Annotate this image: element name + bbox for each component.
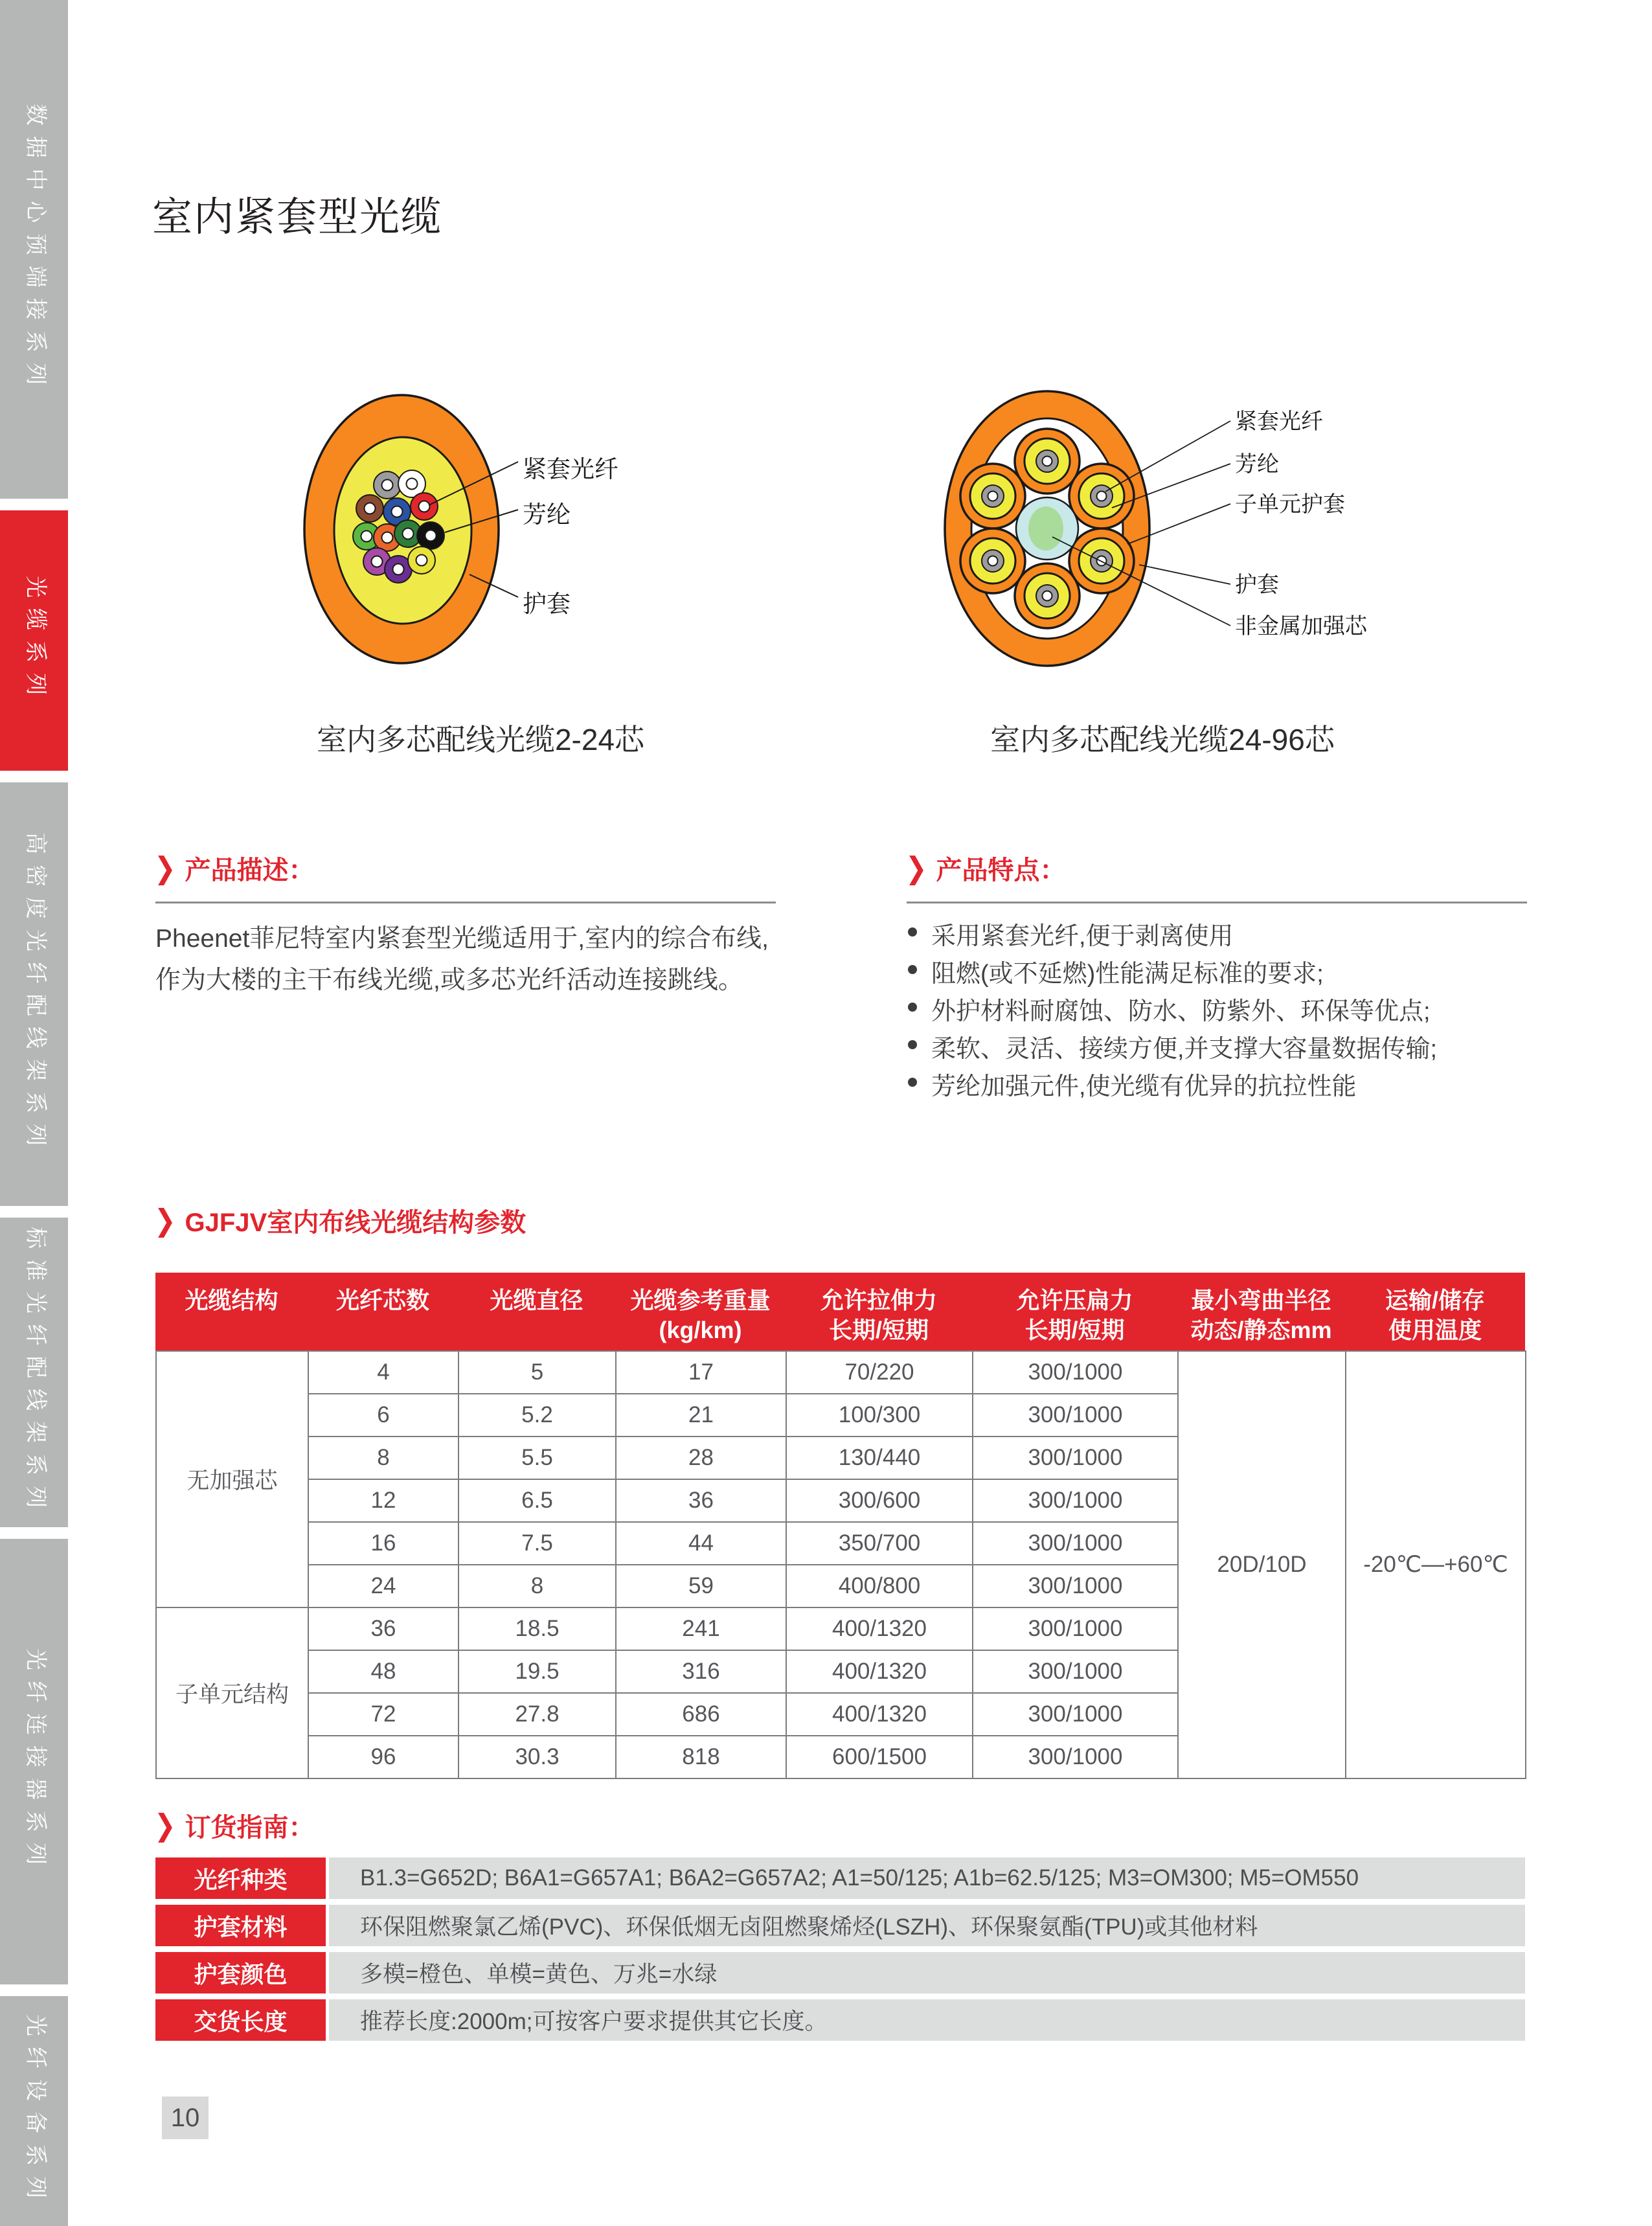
feature-list <box>907 916 1437 1104</box>
subunit <box>1069 464 1134 528</box>
sidebar-item-connector <box>0 1539 68 1984</box>
table-cell: 300/1000 <box>973 1736 1178 1778</box>
table-cell: 350/700 <box>786 1522 973 1565</box>
feature-item: 芳纶加强元件,使光缆有优异的抗拉性能 <box>907 1066 1437 1104</box>
table-cell: 7.5 <box>458 1522 616 1565</box>
diagram-caption-right: 室内多芯配线光缆24-96芯 <box>990 723 1335 756</box>
table-cell: 241 <box>616 1607 786 1650</box>
description-heading: ❯ 产品描述： <box>154 852 315 885</box>
table-cell: 36 <box>308 1607 458 1650</box>
section-chevron-icon: ❯ <box>154 1204 176 1237</box>
sidebar-item-cable-active <box>0 510 68 771</box>
table-cell: 19.5 <box>458 1650 616 1693</box>
diagram-label-tight-fiber: 紧套光纤 <box>523 456 618 483</box>
table-cell: 5 <box>458 1351 616 1394</box>
parameter-table <box>155 1350 1526 1779</box>
table-cell: 8 <box>458 1565 616 1607</box>
table-cell: 400/1320 <box>786 1650 973 1693</box>
table-cell: 30.3 <box>458 1736 616 1778</box>
ordering-row-label: 护套颜色 <box>155 1952 326 1993</box>
sidebar-item-label: 标准光纤配线架系列 <box>23 1227 48 1518</box>
feature-item: 柔软、灵活、接续方便,并支撑大容量数据传输; <box>907 1028 1437 1066</box>
description-line-1: Pheenet菲尼特室内紧套型光缆适用于,室内的综合布线, <box>155 925 769 953</box>
table-cell: 16 <box>308 1522 458 1565</box>
cable-diagram-24-96 <box>936 383 1376 675</box>
table-cell: 300/1000 <box>973 1394 1178 1437</box>
table-cell: 4 <box>308 1351 458 1394</box>
bullet-icon <box>908 1040 917 1049</box>
table-cell: 400/800 <box>786 1565 973 1607</box>
table-cell: 686 <box>616 1693 786 1736</box>
ordering-row-label: 光纤种类 <box>155 1857 326 1899</box>
feature-item: 采用紧套光纤,便于剥离使用 <box>907 916 1437 953</box>
table-cell: 18.5 <box>458 1607 616 1650</box>
ordering-row-value: 推荐长度:2000m;可按客户要求提供其它长度。 <box>329 1999 1525 2041</box>
table-cell: 818 <box>616 1736 786 1778</box>
table-cell: 100/300 <box>786 1394 973 1437</box>
diagram-caption-left: 室内多芯配线光缆2-24芯 <box>316 723 645 756</box>
table-header-cell: 最小弯曲半径 动态/静态mm <box>1190 1287 1332 1343</box>
ordering-heading: ❯ 订货指南： <box>154 1809 315 1842</box>
fiber-black <box>417 522 444 549</box>
table-cell: 12 <box>308 1479 458 1522</box>
sidebar-item-standard-panel <box>0 1218 68 1527</box>
table-cell: 300/1000 <box>973 1565 1178 1607</box>
bullet-icon <box>908 1078 917 1087</box>
table-group-label: 子单元结构 <box>156 1607 308 1778</box>
section-chevron-icon: ❯ <box>905 852 927 885</box>
section-divider <box>907 902 1527 903</box>
table-cell: 300/1000 <box>973 1650 1178 1693</box>
diagram-label-strength-member: 非金属加强芯 <box>1235 614 1367 639</box>
bullet-icon <box>908 927 917 937</box>
table-cell: 300/1000 <box>973 1522 1178 1565</box>
strength-member <box>1016 497 1078 560</box>
table-header-cell: 光缆直径 <box>490 1287 583 1313</box>
table-cell: 5.5 <box>458 1437 616 1479</box>
table-cell: 300/1000 <box>973 1437 1178 1479</box>
table-cell: 21 <box>616 1394 786 1437</box>
cable-diagram-2-24 <box>295 389 644 670</box>
diagram-label-tight-fiber: 紧套光纤 <box>1235 409 1323 434</box>
ordering-row-value: 多模=橙色、单模=黄色、万兆=水绿 <box>329 1952 1525 1993</box>
bullet-icon <box>908 965 917 974</box>
sidebar-item-label: 光缆系列 <box>23 576 48 705</box>
diagram-label-jacket: 护套 <box>1235 573 1279 597</box>
sidebar-item-label: 光纤连接器系列 <box>23 1648 48 1875</box>
ordering-row-value: B1.3=G652D; B6A1=G657A1; B6A2=G657A2; A1=50/125; A1b=62.5/125; M3=OM300; M5=OM550 <box>329 1857 1525 1899</box>
table-header-cell: 允许压扁力 长期/短期 <box>1016 1287 1133 1343</box>
diagram-label-aramid: 芳纶 <box>1235 452 1279 477</box>
subunit <box>960 464 1025 528</box>
table-header-cell: 光缆参考重量 (kg/km) <box>630 1287 771 1343</box>
diagram-label-jacket: 护套 <box>523 591 571 617</box>
sidebar-item-label: 光纤设备系列 <box>23 2014 48 2209</box>
table-cell-bend-radius: 20D/10D <box>1178 1351 1346 1778</box>
table-header <box>155 1273 1525 1350</box>
features-heading: ❯ 产品特点： <box>905 852 1066 885</box>
sidebar-item-equipment <box>0 1996 68 2226</box>
table-cell: 300/600 <box>786 1479 973 1522</box>
table-cell: 96 <box>308 1736 458 1778</box>
page-title: 室内紧套型光缆 <box>152 195 443 240</box>
bullet-icon <box>908 1003 917 1012</box>
table-header-cell: 光纤芯数 <box>335 1287 429 1313</box>
subunit <box>1015 429 1080 494</box>
table-header-cell: 运输/储存 使用温度 <box>1385 1287 1485 1343</box>
table-cell: 24 <box>308 1565 458 1607</box>
table-cell: 17 <box>616 1351 786 1394</box>
ordering-row <box>155 1857 1525 1899</box>
table-cell: 27.8 <box>458 1693 616 1736</box>
table-cell: 316 <box>616 1650 786 1693</box>
table-cell: 400/1320 <box>786 1693 973 1736</box>
table-header-cell: 光缆结构 <box>185 1287 278 1313</box>
table-heading: ❯ GJFJV室内布线光缆结构参数 <box>154 1204 526 1237</box>
table-cell: 300/1000 <box>973 1693 1178 1736</box>
description-line-2: 作为大楼的主干布线光缆,或多芯光纤活动连接跳线。 <box>155 966 743 994</box>
table-cell: 300/1000 <box>973 1607 1178 1650</box>
fiber-red <box>411 493 438 520</box>
table-cell: 6 <box>308 1394 458 1437</box>
ordering-row <box>155 1952 1525 1993</box>
table-cell: 5.2 <box>458 1394 616 1437</box>
table-cell: 400/1320 <box>786 1607 973 1650</box>
table-cell: 72 <box>308 1693 458 1736</box>
table-cell: 59 <box>616 1565 786 1607</box>
subunit <box>1015 563 1080 628</box>
table-cell: 36 <box>616 1479 786 1522</box>
table-group-label: 无加强芯 <box>156 1351 308 1607</box>
table-cell: 70/220 <box>786 1351 973 1394</box>
sidebar-item-label: 高密度光纤配线架系列 <box>23 832 48 1156</box>
fiber-yellow <box>408 547 435 574</box>
section-chevron-icon: ❯ <box>154 1809 176 1842</box>
table-cell: 48 <box>308 1650 458 1693</box>
sidebar-item-label: 数据中心预端接系列 <box>23 104 48 395</box>
table-cell-temperature: -20℃—+60℃ <box>1346 1351 1526 1778</box>
feature-item: 外护材料耐腐蚀、防水、防紫外、环保等优点; <box>907 991 1437 1028</box>
ordering-row-label: 交货长度 <box>155 1999 326 2041</box>
ordering-rows <box>155 1857 1525 2047</box>
diagram-label-aramid: 芳纶 <box>523 501 571 528</box>
fiber-brown <box>356 495 383 522</box>
table-cell: 130/440 <box>786 1437 973 1479</box>
ordering-row <box>155 1905 1525 1946</box>
table-cell: 300/1000 <box>973 1479 1178 1522</box>
table-cell: 44 <box>616 1522 786 1565</box>
sidebar-item-datacenter <box>0 0 68 499</box>
table-cell: 300/1000 <box>973 1351 1178 1394</box>
diagram-label-subunit-jacket: 子单元护套 <box>1235 492 1345 517</box>
table-header-cell: 允许拉伸力 长期/短期 <box>820 1287 937 1343</box>
table-cell: 8 <box>308 1437 458 1479</box>
table-row <box>156 1351 1526 1394</box>
feature-item: 阻燃(或不延燃)性能满足标准的要求; <box>907 953 1437 991</box>
ordering-row-label: 护套材料 <box>155 1905 326 1946</box>
page-number: 10 <box>162 2096 209 2139</box>
fiber-gray <box>374 471 401 499</box>
sidebar-item-highdensity <box>0 782 68 1206</box>
section-divider <box>155 902 776 903</box>
ordering-row <box>155 1999 1525 2041</box>
subunit <box>960 528 1025 593</box>
section-chevron-icon: ❯ <box>154 852 176 885</box>
ordering-row-value: 环保阻燃聚氯乙烯(PVC)、环保低烟无卤阻燃聚烯烃(LSZH)、环保聚氨酯(TPU)或其他材料 <box>329 1905 1525 1946</box>
table-cell: 28 <box>616 1437 786 1479</box>
table-cell: 600/1500 <box>786 1736 973 1778</box>
table-cell: 6.5 <box>458 1479 616 1522</box>
